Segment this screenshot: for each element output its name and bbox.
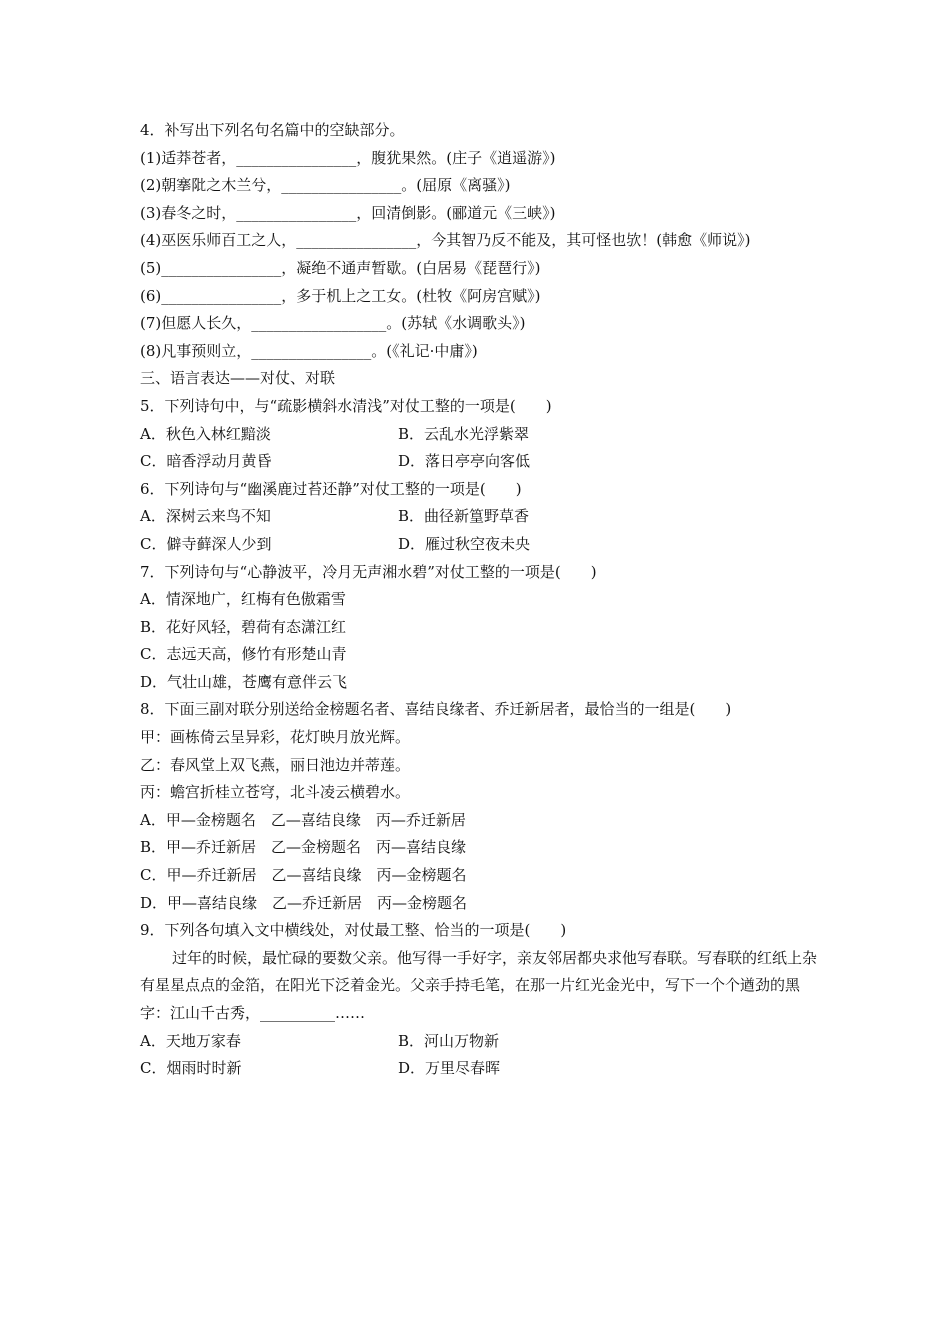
q6-options-row-2 [140,531,820,559]
q5-option-a: A．秋色入林红黯淡 [140,424,271,443]
q9-option-c: C．烟雨时时新 [140,1059,242,1078]
q5-option-c: C．暗香浮动月黄昏 [140,452,272,471]
q5-options-row-2 [140,448,820,476]
q9-passage: 过年的时候，最忙碌的要数父亲。他写得一手好字，亲友邻居都央求他写春联。写春联的红纸上杂有星星点点的金箔，在阳光下泛着金光。父亲手持毛笔，在那一片红光金光中，写下一个个遒劲的黑字：江山千古秀，__________…… [140,948,818,1022]
q8-couplet-jia: 甲：画栋倚云呈异彩，花灯映月放光辉。 [140,728,411,747]
q8-couplet-bing: 丙：蟾宫折桂立苍穹，北斗凌云横碧水。 [140,783,411,802]
q4-item-8: (8)凡事预则立，________________。(《礼记·中庸》) [140,341,478,360]
q7-option-d: D．气壮山雄，苍鹰有意伴云飞 [140,672,348,691]
q6-option-c: C．僻寺藓深人少到 [140,534,272,553]
document-page [140,117,820,1083]
q9-options-row-2 [140,1055,820,1083]
q8-couplet-yi: 乙：春风堂上双飞燕，丽日池边并蒂莲。 [140,755,411,774]
q9-option-d: D．万里尽春晖 [398,1059,501,1078]
q8-option-a: A．甲—金榜题名 乙—喜结良缘 丙—乔迁新居 [140,810,466,829]
q6-option-b: B．曲径新篁野草香 [398,507,530,526]
q4-item-2: (2)朝搴阰之木兰兮，________________。(屈原《离骚》) [140,176,511,195]
q4-item-3: (3)春冬之时，________________，回清倒影。(郦道元《三峡》) [140,203,556,222]
q5-options-row-1 [140,421,820,449]
q9-options-row-1 [140,1028,820,1056]
q5-option-b: B．云乱水光浮紫翠 [398,424,530,443]
q7-option-c: C．志远天高，修竹有形楚山青 [140,645,347,664]
q5-option-d: D．落日亭亭向客低 [398,452,531,471]
q4-item-7: (7)但愿人长久，__________________。(苏轼《水调歌头》) [140,314,526,333]
q8-stem: 8．下面三副对联分别送给金榜题名者、喜结良缘者、乔迁新居者，最恰当的一组是( ) [140,700,732,719]
q6-stem: 6．下列诗句与“幽溪鹿过苔还静”对仗工整的一项是( ) [140,479,522,498]
q8-option-c: C．甲—乔迁新居 乙—喜结良缘 丙—金榜题名 [140,866,467,885]
q9-stem: 9．下列各句填入文中横线处，对仗最工整、恰当的一项是( ) [140,921,567,940]
q4-item-1: (1)适莽苍者，________________，腹犹果然。(庄子《逍遥游》) [140,148,556,167]
q5-stem: 5．下列诗句中，与“疏影横斜水清浅”对仗工整的一项是( ) [140,396,552,415]
q7-option-b: B．花好风轻，碧荷有态潇江红 [140,617,347,636]
q6-options-row-1 [140,503,820,531]
q4-item-5: (5)________________，凝绝不通声暂歇。(白居易《琵琶行》) [140,258,541,277]
q8-option-b: B．甲—乔迁新居 乙—金榜题名 丙—喜结良缘 [140,838,467,857]
q6-option-a: A．深树云来鸟不知 [140,507,271,526]
q8-option-d: D．甲—喜结良缘 乙—乔迁新居 丙—金榜题名 [140,893,468,912]
q4-item-4: (4)巫医乐师百工之人，________________，今其智乃反不能及，其可怪也欤！(韩愈《师说》) [140,231,751,250]
q4-stem: 4．补写出下列名句名篇中的空缺部分。 [140,121,405,139]
q9-option-a: A．天地万家春 [140,1031,241,1050]
q7-stem: 7．下列诗句与“心静波平，冷月无声湘水碧”对仗工整的一项是( ) [140,562,597,581]
q6-option-d: D．雁过秋空夜未央 [398,534,531,553]
section-3-title: 三、语言表达——对仗、对联 [140,369,336,388]
q7-option-a: A．情深地广，红梅有色傲霜雪 [140,590,346,609]
q4-item-6: (6)________________，多于机上之工女。(杜牧《阿房宫赋》) [140,286,541,305]
q9-option-b: B．河山万物新 [398,1031,500,1050]
